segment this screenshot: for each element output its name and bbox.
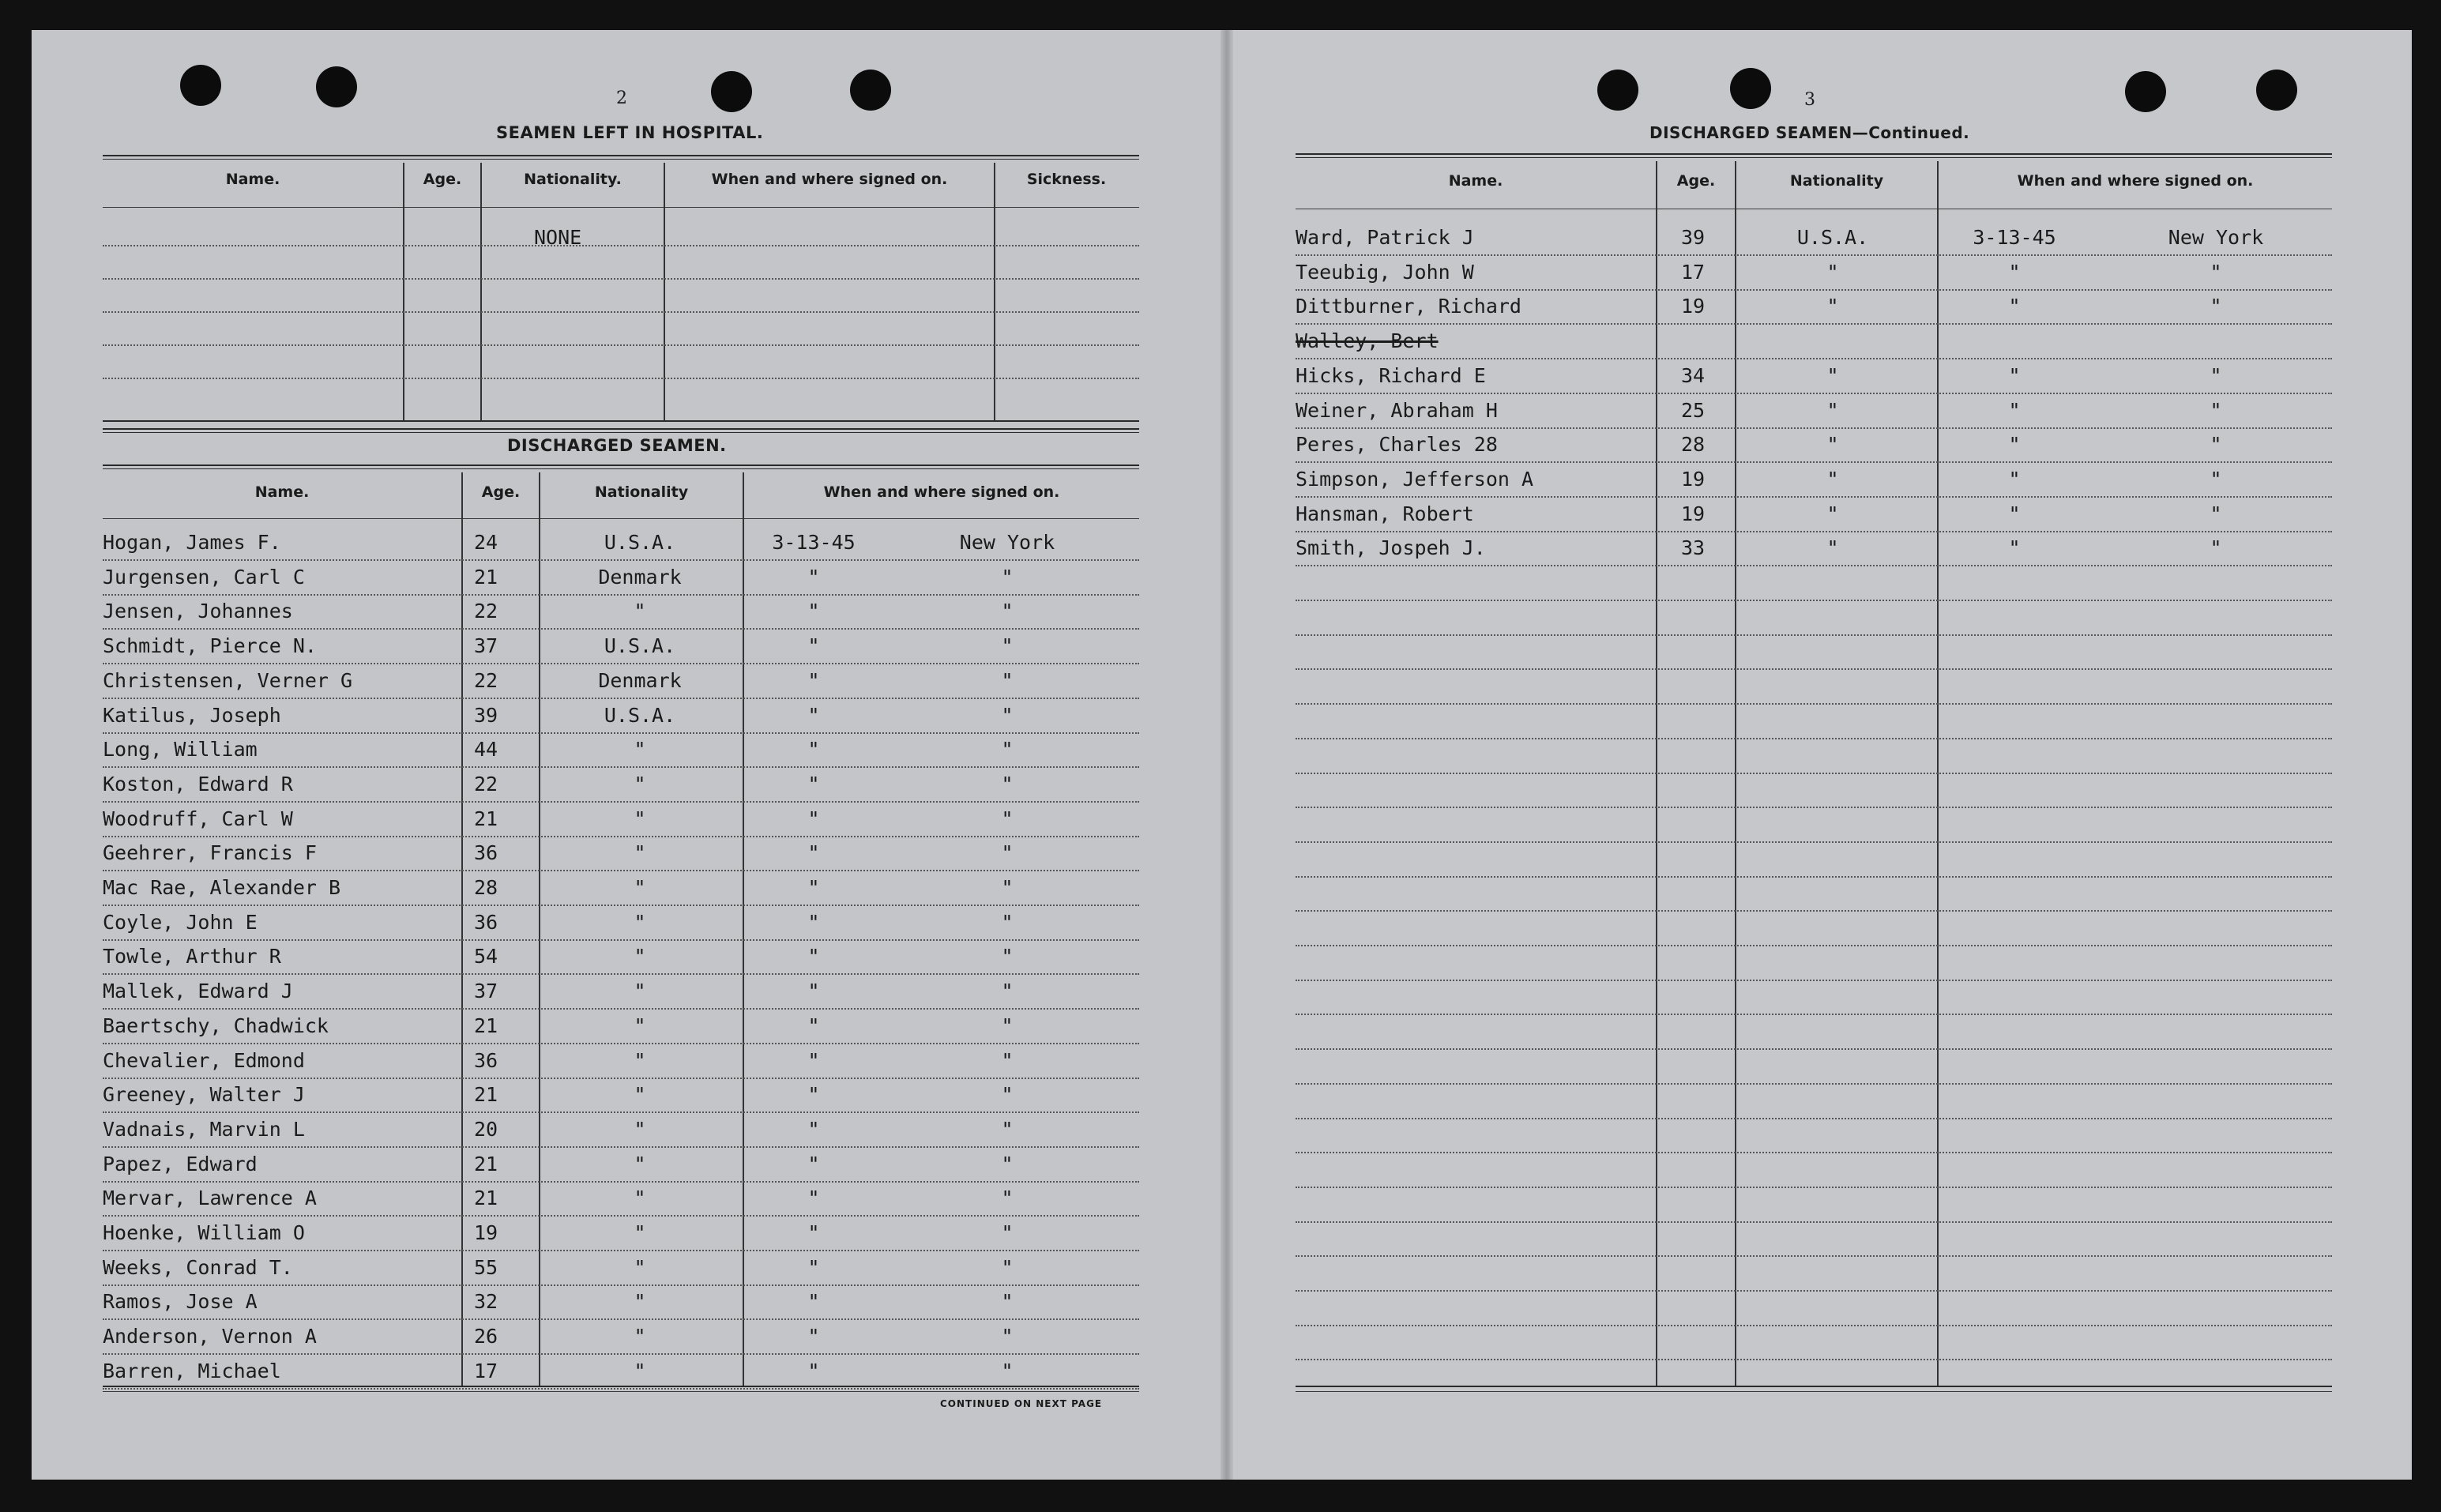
dotted-rule — [1296, 1152, 2332, 1153]
signed-on-place: " — [1001, 807, 1014, 830]
dotted-rule — [1296, 531, 2332, 532]
signed-on-place: " — [2210, 502, 2222, 525]
seaman-age: 55 — [474, 1256, 498, 1279]
seaman-age: 22 — [474, 669, 498, 692]
seaman-name: Woodruff, Carl W — [103, 807, 293, 830]
seaman-age: 21 — [474, 1187, 498, 1209]
seaman-age: 21 — [474, 1153, 498, 1175]
dotted-rule — [103, 801, 1139, 803]
dotted-rule — [103, 1146, 1139, 1148]
seaman-nationality: " — [634, 1118, 646, 1141]
page-number: 3 — [1804, 90, 1815, 110]
column-divider — [539, 472, 540, 1386]
signed-on-date: " — [807, 1187, 820, 1209]
dotted-rule — [103, 1318, 1139, 1320]
seaman-nationality: " — [634, 1187, 646, 1209]
seaman-name: Koston, Edward R — [103, 773, 293, 795]
seaman-nationality: " — [634, 1049, 646, 1072]
dotted-rule — [103, 278, 1139, 280]
seaman-nationality: " — [1826, 468, 1839, 491]
signed-on-date: " — [2008, 261, 2021, 284]
seaman-age: 19 — [1681, 468, 1706, 491]
seaman-nationality: " — [634, 738, 646, 761]
dotted-rule — [1296, 1014, 2332, 1015]
seaman-nationality: " — [634, 980, 646, 1002]
dotted-rule — [1296, 703, 2332, 705]
signed-on-place: " — [1001, 634, 1014, 657]
column-divider — [461, 472, 463, 1386]
dotted-rule — [103, 1078, 1139, 1079]
signed-on-place: " — [1001, 1118, 1014, 1141]
seaman-name: Weiner, Abraham H — [1296, 399, 1498, 422]
dotted-rule — [103, 245, 1139, 246]
column-header-age: Age. — [1676, 172, 1716, 190]
dotted-rule — [103, 905, 1139, 906]
discharged-section-title: DISCHARGED SEAMEN. — [507, 436, 727, 455]
seaman-nationality: " — [634, 1221, 646, 1244]
dotted-rule — [103, 1181, 1139, 1183]
signed-on-date: " — [2008, 536, 2021, 559]
seaman-age: 19 — [1681, 502, 1706, 525]
dotted-rule — [1296, 945, 2332, 946]
seaman-name: Barren, Michael — [103, 1360, 281, 1382]
seaman-age: 25 — [1681, 399, 1706, 422]
dotted-rule — [1296, 1255, 2332, 1257]
signed-on-date: " — [2008, 295, 2021, 318]
column-header-signed-on: When and where signed on. — [2017, 172, 2254, 190]
signed-on-place: " — [1001, 1256, 1014, 1279]
signed-on-place: " — [1001, 1014, 1014, 1037]
seaman-nationality: " — [1826, 502, 1839, 525]
seaman-age: 21 — [474, 807, 498, 830]
signed-on-place: " — [2210, 364, 2222, 387]
rule — [1296, 153, 2332, 158]
seaman-age: 54 — [474, 945, 498, 968]
seaman-name: Ward, Patrick J — [1296, 226, 1474, 249]
signed-on-date: " — [807, 1221, 820, 1244]
punch-hole — [1597, 70, 1638, 111]
dotted-rule — [1296, 289, 2332, 291]
seaman-nationality: U.S.A. — [604, 634, 676, 657]
seaman-age: 36 — [474, 841, 498, 864]
dotted-rule — [1296, 773, 2332, 774]
dotted-rule — [103, 344, 1139, 346]
dotted-rule — [103, 311, 1139, 313]
punch-hole — [2125, 71, 2166, 112]
rule — [103, 518, 1139, 519]
seaman-nationality: " — [634, 876, 646, 899]
seaman-age: 36 — [474, 911, 498, 934]
seaman-age: 37 — [474, 980, 498, 1002]
seaman-name: Anderson, Vernon A — [103, 1325, 317, 1348]
column-divider — [743, 472, 744, 1386]
signed-on-date: " — [2008, 399, 2021, 422]
dotted-rule — [1296, 668, 2332, 670]
signed-on-date: " — [807, 807, 820, 830]
seaman-age: 37 — [474, 634, 498, 657]
dotted-rule — [103, 732, 1139, 734]
seaman-name: Peres, Charles 28 — [1296, 433, 1498, 456]
signed-on-date: " — [2008, 364, 2021, 387]
hospital-section-title: SEAMEN LEFT IN HOSPITAL. — [496, 123, 764, 142]
seaman-name: Coyle, John E — [103, 911, 258, 934]
seaman-nationality: " — [634, 911, 646, 934]
page-number: 2 — [616, 88, 627, 108]
signed-on-date: " — [807, 1290, 820, 1313]
dotted-rule — [103, 1353, 1139, 1355]
column-header-nationality: Nationality — [1789, 172, 1884, 190]
column-divider — [480, 163, 482, 420]
seaman-name: Hoenke, William O — [103, 1221, 305, 1244]
seaman-age: 24 — [474, 531, 498, 554]
dotted-rule — [1296, 496, 2332, 498]
signed-on-place: " — [1001, 876, 1014, 899]
column-header-name: Name. — [225, 171, 280, 188]
seaman-age: 17 — [1681, 261, 1706, 284]
signed-on-date: " — [807, 876, 820, 899]
dotted-rule — [1296, 1221, 2332, 1223]
signed-on-place: " — [1001, 1290, 1014, 1313]
dotted-rule — [1296, 427, 2332, 429]
punch-hole — [711, 71, 752, 112]
seaman-age: 28 — [474, 876, 498, 899]
signed-on-place: " — [1001, 841, 1014, 864]
dotted-rule — [1296, 600, 2332, 601]
seaman-age: 21 — [474, 566, 498, 589]
column-divider — [403, 163, 404, 420]
signed-on-place: " — [2210, 261, 2222, 284]
signed-on-date: " — [807, 1256, 820, 1279]
seaman-nationality: " — [634, 807, 646, 830]
seaman-name: Christensen, Verner G — [103, 669, 353, 692]
seaman-name: Geehrer, Francis F — [103, 841, 317, 864]
signed-on-place: " — [1001, 669, 1014, 692]
seaman-name: Hogan, James F. — [103, 531, 281, 554]
seaman-name: Teeubig, John W — [1296, 261, 1474, 284]
dotted-rule — [103, 559, 1139, 561]
signed-on-place: " — [1001, 773, 1014, 795]
dotted-rule — [1296, 1048, 2332, 1050]
seaman-nationality: Denmark — [598, 669, 682, 692]
seaman-nationality: " — [634, 773, 646, 795]
seaman-name: Vadnais, Marvin L — [103, 1118, 305, 1141]
seaman-nationality: " — [634, 1014, 646, 1037]
punch-hole — [316, 66, 357, 107]
dotted-rule — [1296, 1083, 2332, 1085]
seaman-nationality: " — [1826, 536, 1839, 559]
seaman-name: Hicks, Richard E — [1296, 364, 1486, 387]
signed-on-place: " — [1001, 566, 1014, 589]
seaman-nationality: " — [1826, 433, 1839, 456]
column-header-age: Age. — [423, 171, 462, 188]
seaman-nationality: U.S.A. — [604, 704, 676, 727]
dotted-rule — [103, 594, 1139, 596]
dotted-rule — [103, 1284, 1139, 1286]
signed-on-place: " — [1001, 1221, 1014, 1244]
discharged-continued-title: DISCHARGED SEAMEN—Continued. — [1649, 123, 1970, 142]
dotted-rule — [1296, 1187, 2332, 1188]
column-header-sickness: Sickness. — [1026, 171, 1107, 188]
dotted-rule — [1296, 1359, 2332, 1360]
signed-on-date: " — [807, 1049, 820, 1072]
rule — [1296, 1386, 2332, 1387]
seaman-age: 17 — [474, 1360, 498, 1382]
dotted-rule — [103, 663, 1139, 664]
seaman-nationality: " — [634, 1290, 646, 1313]
seaman-nationality: " — [634, 945, 646, 968]
dotted-rule — [1296, 841, 2332, 843]
dotted-rule — [1296, 358, 2332, 359]
signed-on-place: " — [2210, 433, 2222, 456]
signed-on-place: " — [1001, 945, 1014, 968]
page-fold — [1220, 30, 1233, 1480]
dotted-rule — [1296, 461, 2332, 463]
seaman-nationality: " — [1826, 364, 1839, 387]
signed-on-place: " — [1001, 980, 1014, 1002]
signed-on-date: " — [807, 1014, 820, 1037]
rule — [103, 428, 1139, 433]
signed-on-date: " — [807, 911, 820, 934]
seaman-name: Dittburner, Richard — [1296, 295, 1521, 318]
signed-on-date: " — [807, 1118, 820, 1141]
dotted-rule — [103, 628, 1139, 630]
signed-on-place: " — [1001, 911, 1014, 934]
signed-on-date: " — [807, 1153, 820, 1175]
rule — [103, 1386, 1139, 1387]
seaman-name: Smith, Jospeh J. — [1296, 536, 1486, 559]
seaman-age: 26 — [474, 1325, 498, 1348]
continued-note: CONTINUED ON NEXT PAGE — [940, 1398, 1103, 1409]
seaman-age: 19 — [1681, 295, 1706, 318]
dotted-rule — [1296, 876, 2332, 878]
seaman-nationality: U.S.A. — [604, 531, 676, 554]
dotted-rule — [1296, 323, 2332, 325]
dotted-rule — [1296, 1325, 2332, 1326]
dotted-rule — [1296, 738, 2332, 739]
signed-on-date: 3-13-45 — [1973, 226, 2056, 249]
dotted-rule — [103, 766, 1139, 768]
seaman-name: Jensen, Johannes — [103, 600, 293, 622]
seaman-age: 36 — [474, 1049, 498, 1072]
seaman-name: Papez, Edward — [103, 1153, 258, 1175]
dotted-rule — [103, 870, 1139, 871]
seaman-nationality: " — [634, 1256, 646, 1279]
punch-hole — [1730, 68, 1771, 109]
seaman-nationality: " — [1826, 295, 1839, 318]
rule — [1296, 1391, 2332, 1392]
seaman-name: Katilus, Joseph — [103, 704, 281, 727]
signed-on-place: " — [1001, 1049, 1014, 1072]
seaman-name: Weeks, Conrad T. — [103, 1256, 293, 1279]
signed-on-place: " — [1001, 600, 1014, 622]
signed-on-place: New York — [2168, 226, 2264, 249]
dotted-rule — [103, 1008, 1139, 1010]
dotted-rule — [1296, 807, 2332, 808]
seaman-age: 21 — [474, 1014, 498, 1037]
dotted-rule — [103, 939, 1139, 941]
signed-on-date: " — [2008, 468, 2021, 491]
column-header-name: Name. — [1448, 172, 1503, 190]
seaman-nationality: " — [634, 841, 646, 864]
dotted-rule — [103, 1111, 1139, 1113]
column-header-nationality: Nationality — [594, 483, 689, 501]
dotted-rule — [103, 698, 1139, 699]
signed-on-place: " — [1001, 704, 1014, 727]
seaman-age: 39 — [474, 704, 498, 727]
signed-on-place: " — [1001, 1153, 1014, 1175]
column-header-age: Age. — [481, 483, 521, 501]
seaman-name: Schmidt, Pierce N. — [103, 634, 317, 657]
seaman-name: Hansman, Robert — [1296, 502, 1474, 525]
column-header-signed-on: When and where signed on. — [711, 171, 948, 188]
seaman-age: 32 — [474, 1290, 498, 1313]
seaman-age: 39 — [1681, 226, 1706, 249]
seaman-age: 19 — [474, 1221, 498, 1244]
seaman-age: 34 — [1681, 364, 1706, 387]
seaman-age: 20 — [474, 1118, 498, 1141]
dotted-rule — [1296, 254, 2332, 256]
dotted-rule — [103, 1215, 1139, 1217]
seaman-name: Long, William — [103, 738, 258, 761]
signed-on-place: " — [1001, 1325, 1014, 1348]
dotted-rule — [1296, 1118, 2332, 1119]
seaman-name: Jurgensen, Carl C — [103, 566, 305, 589]
signed-on-date: " — [807, 1083, 820, 1106]
seaman-name: Mallek, Edward J — [103, 980, 293, 1002]
seaman-name: Ramos, Jose A — [103, 1290, 258, 1313]
column-header-nationality: Nationality. — [524, 171, 622, 188]
dotted-rule — [1296, 634, 2332, 636]
seaman-nationality: " — [634, 1360, 646, 1382]
signed-on-date: " — [807, 945, 820, 968]
punch-hole — [850, 70, 891, 111]
signed-on-date: " — [2008, 433, 2021, 456]
signed-on-date: " — [807, 600, 820, 622]
seaman-nationality: Denmark — [598, 566, 682, 589]
seaman-name: Greeney, Walter J — [103, 1083, 305, 1106]
rule — [103, 1391, 1139, 1392]
punch-hole — [2256, 70, 2297, 111]
dotted-rule — [103, 836, 1139, 837]
signed-on-date: " — [807, 841, 820, 864]
seaman-nationality: " — [1826, 261, 1839, 284]
signed-on-date: " — [807, 704, 820, 727]
dotted-rule — [103, 1043, 1139, 1044]
dotted-rule — [1296, 980, 2332, 981]
signed-on-place: " — [1001, 738, 1014, 761]
dotted-rule — [1296, 565, 2332, 566]
hospital-entry: NONE — [534, 226, 582, 249]
column-header-signed-on: When and where signed on. — [823, 483, 1060, 501]
seaman-name: Towle, Arthur R — [103, 945, 281, 968]
seaman-nationality: " — [634, 600, 646, 622]
column-header-name: Name. — [254, 483, 310, 501]
rule — [103, 207, 1139, 208]
signed-on-date: " — [807, 634, 820, 657]
signed-on-place: " — [2210, 536, 2222, 559]
seaman-name: Chevalier, Edmond — [103, 1049, 305, 1072]
dotted-rule — [103, 1388, 1139, 1390]
signed-on-date: " — [2008, 502, 2021, 525]
seaman-nationality: " — [634, 1153, 646, 1175]
signed-on-date: " — [807, 1360, 820, 1382]
seaman-name: Simpson, Jefferson A — [1296, 468, 1534, 491]
rule — [103, 420, 1139, 422]
seaman-name: Mac Rae, Alexander B — [103, 876, 341, 899]
column-divider — [994, 163, 995, 420]
signed-on-date: " — [807, 980, 820, 1002]
signed-on-place: New York — [959, 531, 1055, 554]
dotted-rule — [1296, 393, 2332, 394]
seaman-nationality: " — [1826, 399, 1839, 422]
seaman-name: Walley, Bert — [1296, 329, 1439, 352]
seaman-age: 21 — [474, 1083, 498, 1106]
seaman-name: Mervar, Lawrence A — [103, 1187, 317, 1209]
signed-on-place: " — [1001, 1083, 1014, 1106]
seaman-age: 44 — [474, 738, 498, 761]
punch-hole — [180, 65, 221, 106]
signed-on-date: 3-13-45 — [772, 531, 856, 554]
signed-on-date: " — [807, 1325, 820, 1348]
seaman-nationality: U.S.A. — [1796, 226, 1869, 249]
seaman-age: 22 — [474, 773, 498, 795]
column-divider — [664, 163, 665, 420]
signed-on-place: " — [2210, 295, 2222, 318]
signed-on-place: " — [2210, 399, 2222, 422]
rule — [103, 155, 1139, 160]
dotted-rule — [103, 378, 1139, 379]
dotted-rule — [1296, 910, 2332, 912]
signed-on-date: " — [807, 773, 820, 795]
signed-on-place: " — [1001, 1187, 1014, 1209]
seaman-age: 22 — [474, 600, 498, 622]
seaman-nationality: " — [634, 1083, 646, 1106]
seaman-age: 28 — [1681, 433, 1706, 456]
signed-on-place: " — [2210, 468, 2222, 491]
signed-on-date: " — [807, 669, 820, 692]
signed-on-date: " — [807, 566, 820, 589]
dotted-rule — [103, 973, 1139, 975]
signed-on-place: " — [1001, 1360, 1014, 1382]
seaman-name: Baertschy, Chadwick — [103, 1014, 329, 1037]
signed-on-date: " — [807, 738, 820, 761]
seaman-age: 33 — [1681, 536, 1706, 559]
dotted-rule — [1296, 1290, 2332, 1292]
dotted-rule — [103, 1250, 1139, 1251]
seaman-nationality: " — [634, 1325, 646, 1348]
rule — [103, 465, 1139, 469]
